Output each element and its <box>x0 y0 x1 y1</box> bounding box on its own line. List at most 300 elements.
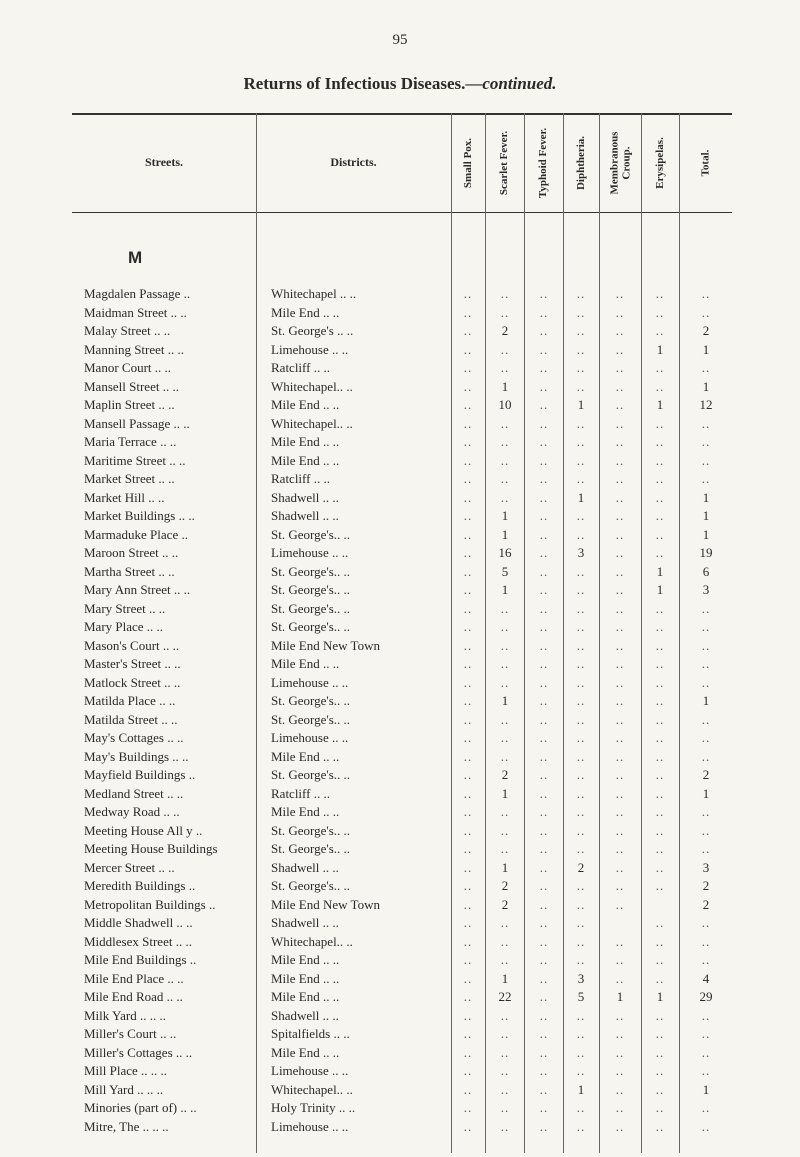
street-name: Mary Place .. .. <box>84 619 164 634</box>
cell-e: .. <box>655 730 665 745</box>
street-name: Mary Street .. .. <box>84 600 166 616</box>
cell-sf: 2 <box>501 323 509 338</box>
cell-tf: .. <box>539 748 549 764</box>
street-name: Mayfield Buildings .. <box>84 767 196 782</box>
table-row <box>0 323 800 341</box>
street-name: Middlesex Street .. .. <box>84 933 192 949</box>
district-name: St. George's .. .. <box>271 323 354 338</box>
district-name: St. George's.. .. <box>271 693 351 708</box>
street-name: Marmaduke Place .. <box>84 526 188 542</box>
cell-sf: 10 <box>498 397 512 412</box>
district-name: Shadwell .. .. <box>271 489 339 505</box>
header-streets: Streets. <box>144 155 184 169</box>
cell-d: .. <box>576 563 586 579</box>
header-erysipelas: Erysipelas. <box>654 137 666 189</box>
table-row <box>0 490 800 508</box>
cell-sp: .. <box>463 896 473 912</box>
cell-tf: .. <box>539 730 549 745</box>
cell-e: .. <box>655 804 665 819</box>
cell-t: 2 <box>702 767 710 782</box>
cell-d: .. <box>576 822 586 838</box>
table-row <box>0 619 800 637</box>
district-name: Mile End .. .. <box>271 304 340 320</box>
cell-e: .. <box>655 619 665 634</box>
table-row <box>0 989 800 1007</box>
street-name: May's Buildings .. .. <box>84 748 189 764</box>
table-row <box>0 897 800 915</box>
district-name: St. George's.. .. <box>271 767 351 782</box>
cell-tf: .. <box>539 600 549 616</box>
cell-e: .. <box>655 452 665 468</box>
cell-sp: .. <box>463 970 473 986</box>
table-row <box>0 638 800 656</box>
cell-d: .. <box>576 785 586 801</box>
cell-t: .. <box>701 841 711 856</box>
district-name: Mile End .. .. <box>271 397 340 412</box>
table-row <box>0 1008 800 1026</box>
cell-d: 1 <box>577 489 585 505</box>
cell-sp: .. <box>463 656 473 671</box>
cell-tf: .. <box>539 341 549 357</box>
district-name: Limehouse .. .. <box>271 674 349 690</box>
district-name: St. George's.. .. <box>271 526 351 542</box>
cell-t: 1 <box>702 378 710 394</box>
cell-d: .. <box>576 600 586 616</box>
cell-d: .. <box>576 896 586 912</box>
cell-tf: .. <box>539 1118 549 1134</box>
cell-tf: .. <box>539 859 549 875</box>
cell-t: 1 <box>702 341 710 357</box>
cell-tf: .. <box>539 360 549 375</box>
district-name: Whitechapel.. .. <box>271 933 353 949</box>
table-row <box>0 360 800 378</box>
cell-tf: .. <box>539 933 549 949</box>
table-row <box>0 767 800 785</box>
cell-tf: .. <box>539 415 549 431</box>
cell-e: .. <box>655 360 665 375</box>
cell-d: 2 <box>577 859 585 875</box>
cell-sp: .. <box>463 415 473 431</box>
cell-mc: 1 <box>616 989 624 1004</box>
cell-e: .. <box>655 489 665 505</box>
cell-mc: .. <box>615 304 625 320</box>
table-row <box>0 1119 800 1137</box>
cell-sp: .. <box>463 711 473 727</box>
table-row <box>0 545 800 563</box>
district-name: Mile End .. .. <box>271 989 340 1004</box>
cell-e: .. <box>655 970 665 986</box>
cell-mc: .. <box>615 360 625 375</box>
district-name: St. George's.. .. <box>271 582 351 597</box>
cell-d: .. <box>576 933 586 949</box>
cell-sf: .. <box>500 952 510 967</box>
district-name: Mile End .. .. <box>271 1044 340 1060</box>
district-name: Limehouse .. .. <box>271 545 349 560</box>
table-row <box>0 656 800 674</box>
cell-sf: .. <box>500 1063 510 1078</box>
district-name: Limehouse .. .. <box>271 1063 349 1078</box>
cell-mc: .. <box>615 674 625 690</box>
cell-e: .. <box>655 1063 665 1078</box>
cell-mc: .. <box>615 970 625 986</box>
cell-t: .. <box>701 304 711 320</box>
cell-e: .. <box>655 286 665 301</box>
street-name: Metropolitan Buildings .. <box>84 896 216 912</box>
street-name: Mercer Street .. .. <box>84 859 175 875</box>
cell-e: .. <box>655 434 665 449</box>
cell-sf: .. <box>500 619 510 634</box>
table-row <box>0 582 800 600</box>
cell-e: .. <box>655 822 665 838</box>
table-row <box>0 804 800 822</box>
table-row <box>0 434 800 452</box>
street-name: Mansell Passage .. .. <box>84 415 190 431</box>
table-row <box>0 564 800 582</box>
cell-d: .. <box>576 360 586 375</box>
cell-sp: .. <box>463 582 473 597</box>
table-row <box>0 823 800 841</box>
cell-mc: .. <box>615 1118 625 1134</box>
cell-d: .. <box>576 730 586 745</box>
cell-e: .. <box>655 767 665 782</box>
cell-sf: .. <box>500 915 510 930</box>
cell-sf: .. <box>500 341 510 357</box>
street-name: Magdalen Passage .. <box>84 286 191 301</box>
title-main: Returns of Infectious Diseases.— <box>243 74 483 93</box>
cell-t: 3 <box>702 859 710 875</box>
district-name: St. George's.. .. <box>271 841 351 856</box>
cell-sp: .. <box>463 434 473 449</box>
street-name: Meredith Buildings .. <box>84 878 196 893</box>
cell-mc: .. <box>615 397 625 412</box>
cell-d: 3 <box>577 970 585 986</box>
cell-sf: 5 <box>501 563 509 579</box>
district-name: Mile End .. .. <box>271 452 340 468</box>
cell-sp: .. <box>463 730 473 745</box>
cell-sp: .. <box>463 693 473 708</box>
cell-mc: .. <box>615 1100 625 1115</box>
section-letter: M <box>128 248 143 267</box>
page-title <box>0 74 800 94</box>
cell-tf: .. <box>539 434 549 449</box>
cell-d: .. <box>576 415 586 431</box>
district-name: Spitalfields .. .. <box>271 1026 350 1041</box>
table-row <box>0 1063 800 1081</box>
cell-sf: 22 <box>498 989 512 1004</box>
cell-tf: .. <box>539 1100 549 1115</box>
cell-sf: 1 <box>501 970 509 986</box>
cell-t: 3 <box>702 582 710 597</box>
district-name: Mile End .. .. <box>271 970 340 986</box>
street-name: Mansell Street .. .. <box>84 378 179 394</box>
cell-sf: 2 <box>501 878 509 893</box>
header-scarlet-fever: Scarlet Fever. <box>498 130 511 196</box>
cell-mc: .. <box>615 341 625 357</box>
cell-sp: .. <box>463 600 473 616</box>
cell-t: .. <box>701 804 711 819</box>
table-row <box>0 749 800 767</box>
cell-d: .. <box>576 1007 586 1023</box>
street-name: Market Hill .. .. <box>84 489 165 505</box>
district-name: Whitechapel.. .. <box>271 415 353 431</box>
cell-mc: .. <box>615 471 625 486</box>
header-small-pox: Small Pox. <box>462 137 474 189</box>
cell-sf: .. <box>500 637 510 653</box>
street-name: Maritime Street .. .. <box>84 452 186 468</box>
cell-d: .. <box>576 952 586 967</box>
cell-d: .. <box>576 323 586 338</box>
cell-e: .. <box>655 711 665 727</box>
cell-d: .. <box>576 1100 586 1115</box>
cell-t: 1 <box>702 526 710 542</box>
cell-mc: .. <box>615 822 625 838</box>
cell-tf: .. <box>539 397 549 412</box>
cell-t: .. <box>701 711 711 727</box>
table-row <box>0 1026 800 1044</box>
cell-tf: .. <box>539 1081 549 1097</box>
cell-sf: .. <box>500 1081 510 1097</box>
cell-mc: .. <box>615 730 625 745</box>
cell-sp: .. <box>463 637 473 653</box>
cell-sp: .. <box>463 804 473 819</box>
table-row <box>0 471 800 489</box>
cell-sp: .. <box>463 1081 473 1097</box>
header-membranous-croup: Membranous Croup. <box>608 131 633 195</box>
cell-e: .. <box>655 471 665 486</box>
cell-sf: .. <box>500 1026 510 1041</box>
table-row <box>0 508 800 526</box>
street-name: May's Cottages .. .. <box>84 730 184 745</box>
cell-sp: .. <box>463 859 473 875</box>
district-name: Mile End .. .. <box>271 952 340 967</box>
cell-mc: .. <box>615 693 625 708</box>
cell-e: .. <box>655 508 665 523</box>
cell-d: .. <box>576 748 586 764</box>
cell-sf: .. <box>500 804 510 819</box>
cell-sf: 1 <box>501 785 509 801</box>
table-row <box>0 397 800 415</box>
cell-mc: .. <box>615 878 625 893</box>
street-name: Maroon Street .. .. <box>84 545 179 560</box>
cell-tf: .. <box>539 545 549 560</box>
street-name: Miller's Cottages .. .. <box>84 1044 193 1060</box>
cell-sp: .. <box>463 915 473 930</box>
cell-t: .. <box>701 637 711 653</box>
cell-tf: .. <box>539 619 549 634</box>
cell-e: .. <box>655 693 665 708</box>
cell-sf: 1 <box>501 378 509 394</box>
cell-mc: .. <box>615 933 625 949</box>
cell-d: .. <box>576 841 586 856</box>
table-row <box>0 1100 800 1118</box>
district-name: Shadwell .. .. <box>271 1007 339 1023</box>
table-row <box>0 453 800 471</box>
cell-sf: 2 <box>501 896 509 912</box>
street-name: Mile End Buildings .. <box>84 952 197 967</box>
cell-tf: .. <box>539 822 549 838</box>
cell-tf: .. <box>539 286 549 301</box>
street-name: Matilda Place .. .. <box>84 693 176 708</box>
cell-sp: .. <box>463 748 473 764</box>
cell-d: .. <box>576 286 586 301</box>
cell-e: .. <box>655 859 665 875</box>
cell-t: .. <box>701 1044 711 1060</box>
cell-d: .. <box>576 674 586 690</box>
cell-d: 3 <box>577 545 585 560</box>
cell-tf: .. <box>539 915 549 930</box>
street-name: Maplin Street .. .. <box>84 397 175 412</box>
cell-e: .. <box>655 841 665 856</box>
cell-sp: .. <box>463 286 473 301</box>
cell-sp: .. <box>463 841 473 856</box>
cell-tf: .. <box>539 526 549 542</box>
cell-tf: .. <box>539 489 549 505</box>
title-suffix: continued. <box>482 74 557 93</box>
cell-mc: .. <box>615 1007 625 1023</box>
street-name: Mary Ann Street .. .. <box>84 582 191 597</box>
street-name: Meeting House Buildings <box>84 841 218 856</box>
cell-sf: .. <box>500 933 510 949</box>
street-name: Mile End Road .. .. <box>84 989 183 1004</box>
cell-mc: .. <box>615 600 625 616</box>
district-name: Mile End .. .. <box>271 656 340 671</box>
cell-sp: .. <box>463 619 473 634</box>
cell-t: 12 <box>699 397 713 412</box>
cell-sp: .. <box>463 989 473 1004</box>
cell-mc: .. <box>615 1026 625 1041</box>
header-districts: Districts. <box>330 155 377 169</box>
cell-mc: .. <box>615 748 625 764</box>
cell-sp: .. <box>463 767 473 782</box>
cell-tf: .. <box>539 878 549 893</box>
cell-tf: .. <box>539 1007 549 1023</box>
cell-tf: .. <box>539 637 549 653</box>
cell-sf: .. <box>500 841 510 856</box>
district-name: Limehouse .. .. <box>271 341 349 357</box>
cell-t: .. <box>701 1007 711 1023</box>
street-name: Maria Terrace .. .. <box>84 434 177 449</box>
cell-sp: .. <box>463 323 473 338</box>
cell-e: .. <box>655 415 665 431</box>
district-name: St. George's.. .. <box>271 711 351 727</box>
header-typhoid-fever: Typhoid Fever. <box>537 127 550 199</box>
cell-sp: .. <box>463 304 473 320</box>
cell-tf: .. <box>539 656 549 671</box>
cell-t: 2 <box>702 896 710 912</box>
cell-sf: .. <box>500 1100 510 1115</box>
cell-mc: .. <box>615 323 625 338</box>
cell-t: .. <box>701 619 711 634</box>
street-name: Mile End Place .. .. <box>84 970 184 986</box>
cell-mc: .. <box>615 1063 625 1078</box>
cell-t: .. <box>701 822 711 838</box>
cell-sp: .. <box>463 526 473 542</box>
cell-mc: .. <box>615 637 625 653</box>
cell-d: .. <box>576 1063 586 1078</box>
cell-t: .. <box>701 1118 711 1134</box>
table-header-rule <box>72 212 732 213</box>
cell-d: .. <box>576 656 586 671</box>
cell-mc: .. <box>615 841 625 856</box>
street-name: Matlock Street .. .. <box>84 674 181 690</box>
cell-d: .. <box>576 711 586 727</box>
district-name: Ratcliff .. .. <box>271 360 330 375</box>
cell-e: .. <box>655 1100 665 1115</box>
cell-d: .. <box>576 341 586 357</box>
cell-e: .. <box>655 545 665 560</box>
street-name: Meeting House All y .. <box>84 822 203 838</box>
cell-t: .. <box>701 286 711 301</box>
table-row <box>0 878 800 896</box>
cell-tf: .. <box>539 378 549 394</box>
cell-mc: .. <box>615 952 625 967</box>
cell-sf: 1 <box>501 859 509 875</box>
cell-t: .. <box>701 1100 711 1115</box>
cell-mc: .. <box>615 767 625 782</box>
street-name: Manor Court .. .. <box>84 360 172 375</box>
street-name: Malay Street .. .. <box>84 323 171 338</box>
cell-e: .. <box>655 637 665 653</box>
cell-d: .. <box>576 434 586 449</box>
cell-e: .. <box>655 323 665 338</box>
cell-mc: .. <box>615 545 625 560</box>
cell-tf: .. <box>539 674 549 690</box>
cell-d: .. <box>576 526 586 542</box>
cell-tf: .. <box>539 970 549 986</box>
cell-sf: 2 <box>501 767 509 782</box>
cell-sf: .. <box>500 730 510 745</box>
cell-tf: .. <box>539 582 549 597</box>
cell-sf: 1 <box>501 526 509 542</box>
cell-e: .. <box>655 526 665 542</box>
cell-mc: .. <box>615 563 625 579</box>
cell-d: .. <box>576 637 586 653</box>
cell-sp: .. <box>463 1100 473 1115</box>
cell-e: .. <box>655 378 665 394</box>
cell-sp: .. <box>463 341 473 357</box>
cell-tf: .. <box>539 711 549 727</box>
cell-sf: .. <box>500 674 510 690</box>
cell-tf: .. <box>539 1044 549 1060</box>
cell-e: .. <box>655 600 665 616</box>
cell-sp: .. <box>463 508 473 523</box>
cell-t: 1 <box>702 785 710 801</box>
cell-sf: .. <box>500 471 510 486</box>
cell-sf: .. <box>500 415 510 431</box>
cell-sf: 1 <box>501 582 509 597</box>
cell-tf: .. <box>539 1063 549 1078</box>
cell-d: .. <box>576 1118 586 1134</box>
cell-mc: .. <box>615 804 625 819</box>
cell-d: .. <box>576 378 586 394</box>
cell-t: .. <box>701 730 711 745</box>
cell-sf: 1 <box>501 508 509 523</box>
cell-mc: .. <box>615 526 625 542</box>
cell-e: 1 <box>656 989 664 1004</box>
cell-e: 1 <box>656 397 664 412</box>
cell-t: .. <box>701 933 711 949</box>
cell-e: .. <box>655 1081 665 1097</box>
cell-t: .. <box>701 915 711 930</box>
cell-e: .. <box>655 933 665 949</box>
cell-tf: .. <box>539 989 549 1004</box>
cell-tf: .. <box>539 767 549 782</box>
district-name: Mile End .. .. <box>271 748 340 764</box>
cell-sp: .. <box>463 563 473 579</box>
cell-tf: .. <box>539 896 549 912</box>
street-name: Miller's Court .. .. <box>84 1026 177 1041</box>
cell-d: 1 <box>577 397 585 412</box>
